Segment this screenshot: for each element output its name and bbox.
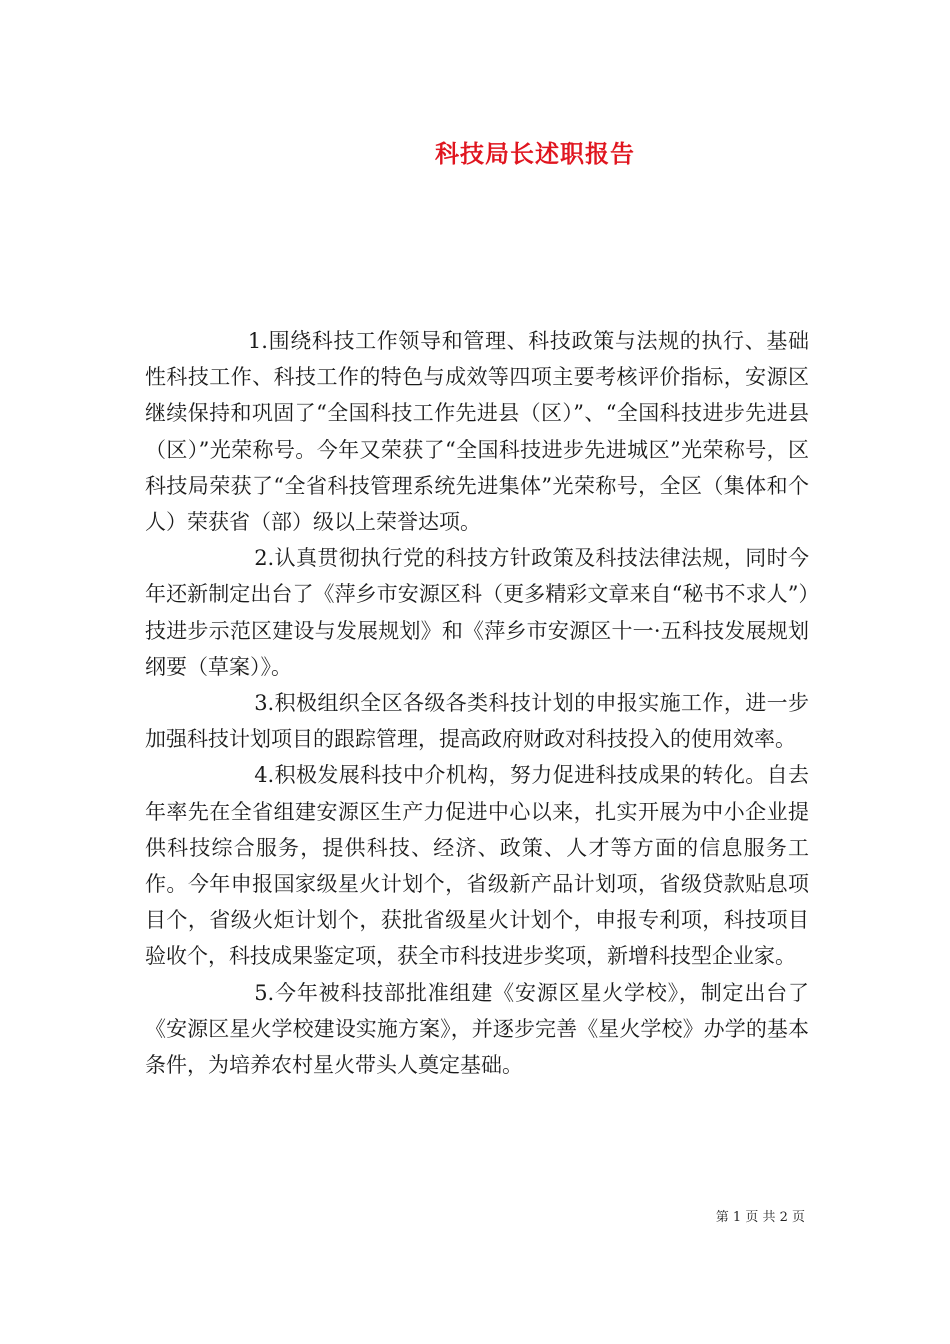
document-body bbox=[145, 323, 809, 1083]
page-title: 科技局长述职报告 bbox=[435, 139, 635, 168]
paragraph-5: 5.今年被科技部批准组建《安源区星火学校》，制定出台了《安源区星火学校建设实施方案》，并逐步完善《星火学校》办学的基本条件，为培养农村星火带头人奠定基础。 bbox=[145, 980, 809, 1078]
paragraph-2: 2.认真贯彻执行党的科技方针政策及科技法律法规，同时今年还新制定出台了《萍乡市安源区科（更多精彩文章来自“秘书不求人”）技进步示范区建设与发展规划》和《萍乡市安源区十一·五科技发展规划纲要（草案）》。 bbox=[145, 546, 809, 679]
paragraph-4: 4.积极发展科技中介机构，努力促进科技成果的转化。自去年率先在全省组建安源区生产力促进中心以来，扎实开展为中小企业提供科技综合服务，提供科技、经济、政策、人才等方面的信息服务工作。今年申报国家级星火计划个，省级新产品计划项，省级贷款贴息项目个，省级火炬计划个，获批省级星火计划个，申报专利项，科技项目验收个，科技成果鉴定项，获全市科技进步奖项，新增科技型企业家。 bbox=[145, 763, 809, 969]
page-number-footer: 第 1 页 共 2 页 bbox=[715, 1210, 805, 1225]
paragraph-3: 3.积极组织全区各级各类科技计划的申报实施工作，进一步加强科技计划项目的跟踪管理，提高政府财政对科技投入的使用效率。 bbox=[145, 691, 809, 752]
paragraph-1: 1.围绕科技工作领导和管理、科技政策与法规的执行、基础性科技工作、科技工作的特色与成效等四项主要考核评价指标，安源区继续保持和巩固了“全国科技工作先进县（区）”、“全国科技进步先进县（区）”光荣称号。今年又荣获了“全国科技进步先进城区”光荣称号，区科技局荣获了“全省科技管理系统先进集体”光荣称号，全区（集体和个人）荣获省（部）级以上荣誉达项。 bbox=[145, 329, 809, 535]
